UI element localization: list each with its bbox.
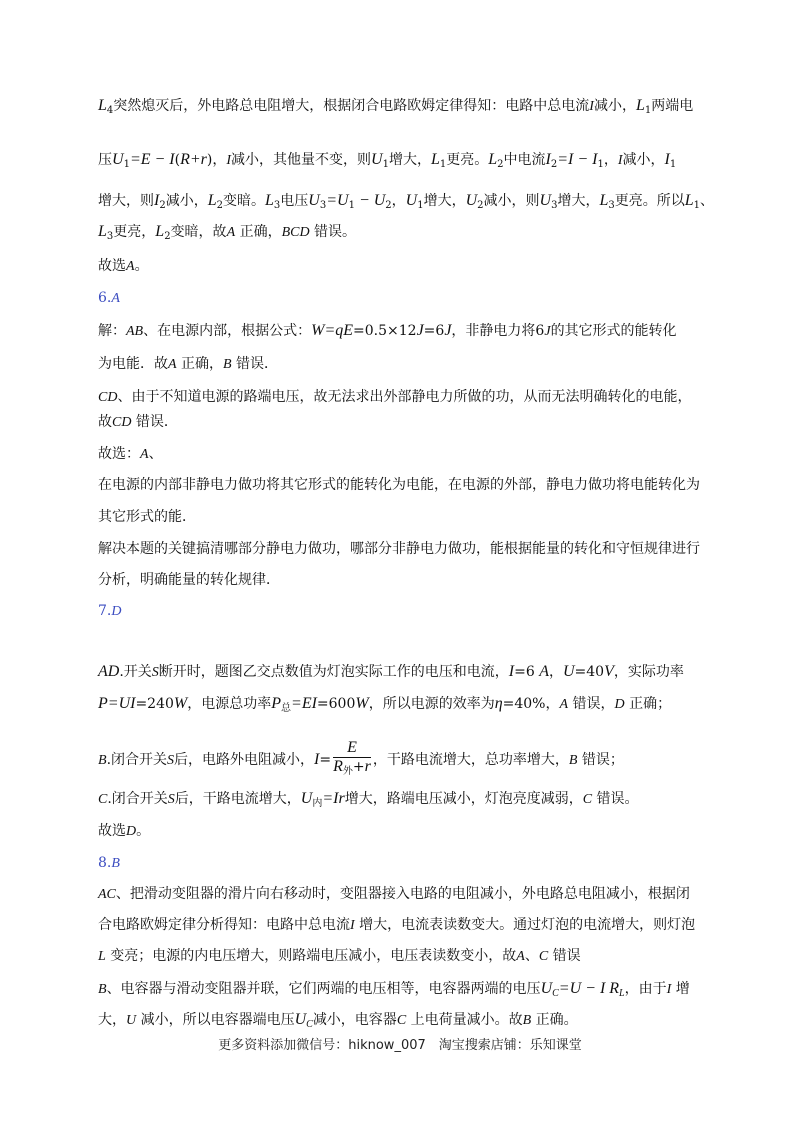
text-line: AC、把滑动变阻器的滑片向右移动时，变阻器接入电路的电阻减小，外电路总电阻减小，根据闭 <box>98 886 690 902</box>
text-line: 故CD 错误． <box>98 414 178 430</box>
text-line: 大，U 减小，所以电容器端电压$U_C$减小，电容器C 上电荷量减小。故B 正确。 <box>98 1011 578 1030</box>
text-line: 其它形式的能． <box>98 509 196 525</box>
text-line: AD.开关S断开时，题图乙交点数值为灯泡实际工作的电压和电流，I=6 A，U=40V，实际功率 <box>98 663 684 680</box>
text-line: 为电能．故A 正确，B 错误． <box>98 356 279 372</box>
text-line: 增大，则$I_2$减小，$L_2$变暗。$L_3$电压$U_3=U_1 - U_2$，$U_1$增大，$U_2$减小，则$U_3$增大，$L_3$更亮。所以$L_1$、 <box>98 192 715 211</box>
text-line: 故选：A、 <box>98 446 163 462</box>
text-line: 故选A。 <box>98 258 149 274</box>
text-line: 解决本题的关键搞清哪部分静电力做功，哪部分非静电力做功，能根据能量的转化和守恒规律进行 <box>98 541 700 557</box>
text-line: 分析，明确能量的转化规律． <box>98 572 280 588</box>
text-line: 解：AB、在电源内部，根据公式：W=qE=0.5×12J=6J，非静电力将6J的其它形式的能转化 <box>98 322 677 339</box>
question-number: 7.D <box>98 603 122 619</box>
text-line: B.闭合开关S后，电路外电阻减小，I= $\frac{E}{R_外+r}$ ，干路电流增大，总功率增大，B 错误； <box>98 739 624 781</box>
text-line: $L_3$更亮，$L_2$变暗，故A 正确，BCD 错误。 <box>98 223 357 242</box>
page-footer: 更多资料添加微信号：hiknow_007 淘宝搜索店铺：乐知课堂 <box>218 1038 582 1053</box>
text-line: $L_4$突然熄灭后，外电路总电阻增大，根据闭合电路欧姆定律得知：电路中总电流I减小，$L_1$两端电 <box>98 97 694 116</box>
text-line: 压$U_1=E - I(R+r)$，I减小，其他量不变，则$U_1$增大，$L_1$更亮。$L_2$中电流$I_2=I - I_1$，I减小，$I_1$ <box>98 151 677 170</box>
text-line: 合电路欧姆定律分析得知：电路中总电流I 增大，电流表读数变大。通过灯泡的电流增大，则灯泡 <box>98 917 696 933</box>
text-line: CD、由于不知道电源的路端电压，故无法求出外部静电力所做的功，从而无法明确转化的电能， <box>98 389 692 405</box>
question-number: 6.A <box>98 290 120 306</box>
text-line: 在电源的内部非静电力做功将其它形式的能转化为电能，在电源的外部，静电力做功将电能转化为 <box>98 477 700 493</box>
text-line: L 变亮；电源的内电压增大，则路端电压减小，电压表读数变小，故A、C 错误 <box>98 948 581 964</box>
text-line: B、电容器与滑动变阻器并联，它们两端的电压相等，电容器两端的电压$U_C=U - I$ $R_L$，由于I 增 <box>98 980 690 999</box>
text-line: C.闭合开关S后，干路电流增大，$U_内=Ir$增大，路端电压减小，灯泡亮度减弱，C 错误。 <box>98 790 639 809</box>
text-line: 故选D。 <box>98 823 151 839</box>
fraction: $\frac{E}{R_外+r}$ <box>333 739 371 777</box>
text-line: P=UI=240W，电源总功率$P_总=EI=600W$，所以电源的效率为η=40%，A 错误，D 正确； <box>98 695 672 714</box>
question-number: 8.B <box>98 855 120 871</box>
